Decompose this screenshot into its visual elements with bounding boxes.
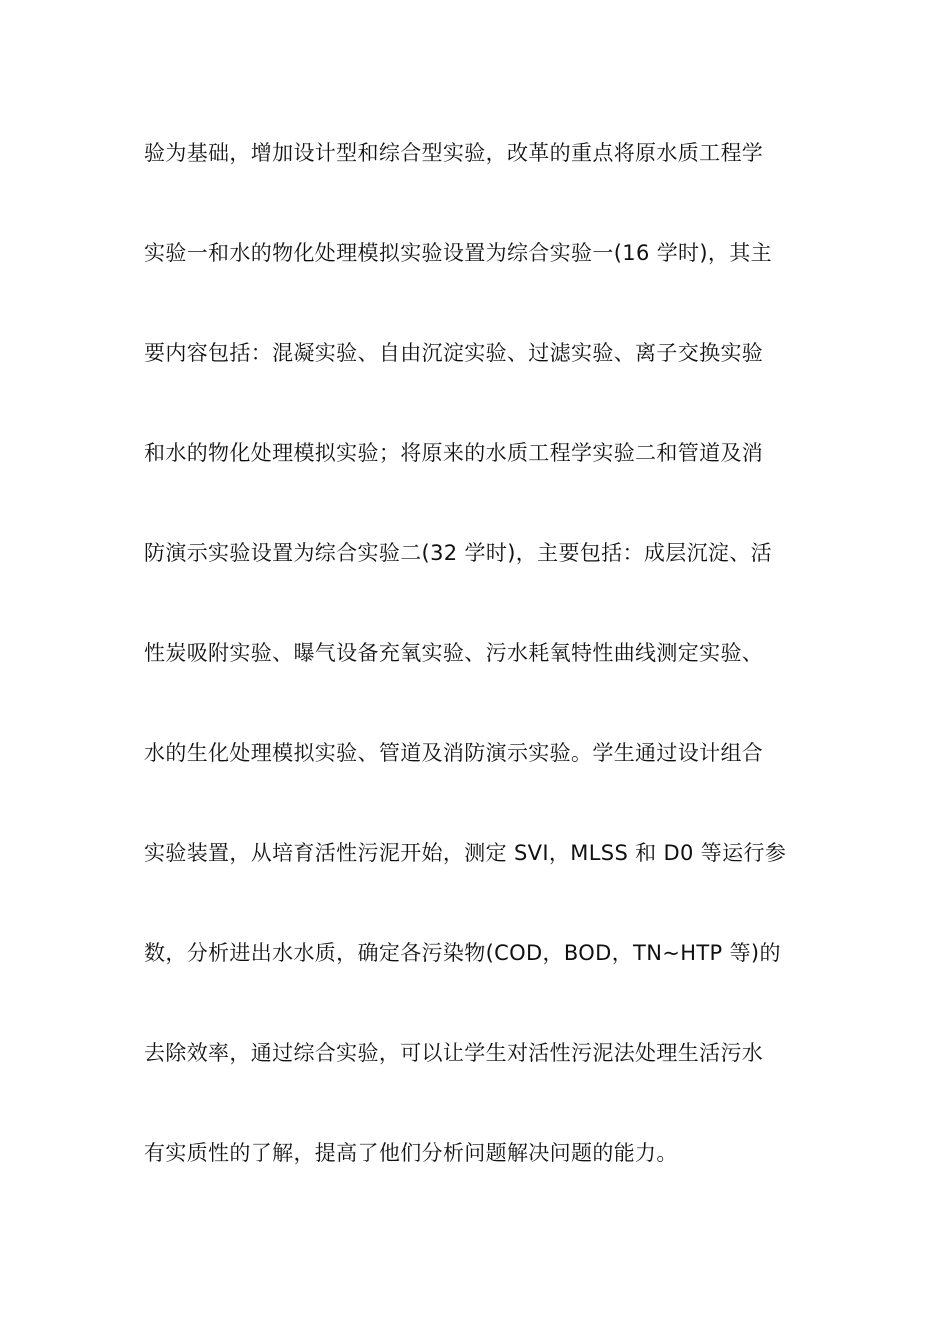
text-line: 有实质性的了解，提高了他们分析问题解决问题的能力。 xyxy=(144,1141,678,1165)
text-line: 要内容包括：混凝实验、自由沉淀实验、过滤实验、离子交换实验 xyxy=(144,341,764,365)
text-line: 防演示实验设置为综合实验二(32 学时)，主要包括：成层沉淀、活 xyxy=(144,541,772,565)
paragraph xyxy=(144,129,824,1229)
text-line: 实验一和水的物化处理模拟实验设置为综合实验一(16 学时)，其主 xyxy=(144,241,772,265)
text-line: 和水的物化处理模拟实验；将原来的水质工程学实验二和管道及消 xyxy=(144,441,764,465)
text-line: 性炭吸附实验、曝气设备充氧实验、污水耗氧特性曲线测定实验、 xyxy=(144,641,764,665)
text-line: 数，分析进出水水质，确定各污染物(COD，BOD，TN~HTP 等)的 xyxy=(144,941,781,965)
text-line: 实验装置，从培育活性污泥开始，测定 SVI，MLSS 和 D0 等运行参 xyxy=(144,841,787,865)
text-line: 验为基础，增加设计型和综合型实验，改革的重点将原水质工程学 xyxy=(144,141,764,165)
text-line: 去除效率，通过综合实验，可以让学生对活性污泥法处理生活污水 xyxy=(144,1041,764,1065)
text-line: 水的生化处理模拟实验、管道及消防演示实验。学生通过设计组合 xyxy=(144,741,764,765)
